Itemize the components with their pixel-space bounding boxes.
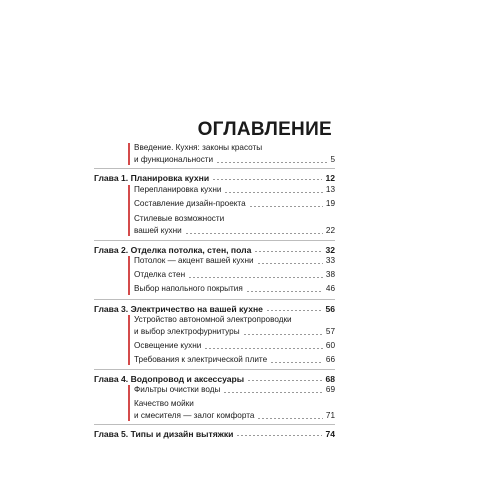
toc-entry[interactable]	[134, 255, 335, 267]
page-title: ОГЛАВЛЕНИЕ	[197, 119, 332, 140]
leader-dots	[185, 233, 323, 234]
entry-title: Перепланировка кухни	[134, 185, 222, 194]
entry-title: и выбор электрофурнитуры	[134, 327, 240, 336]
page-number: 33	[325, 256, 335, 265]
toc-entry[interactable]	[134, 384, 335, 396]
entry-title: Требования к электрической плите	[134, 355, 268, 364]
chapter-5	[94, 424, 335, 439]
leader-dots	[266, 310, 322, 311]
accent-bar	[128, 185, 130, 236]
toc-entry[interactable]	[134, 198, 335, 210]
leader-dots	[224, 192, 322, 193]
chapter-heading[interactable]	[94, 369, 335, 384]
page-number: 12	[325, 173, 335, 183]
entry-title: Отделка стен	[134, 270, 186, 279]
toc-entry[interactable]	[134, 269, 335, 281]
toc-entry[interactable]	[134, 340, 335, 352]
page-number: 68	[325, 374, 335, 384]
entry-title: Составление дизайн-проекта	[134, 199, 246, 208]
toc-entry[interactable]	[134, 314, 335, 338]
page-number: 13	[325, 185, 335, 194]
accent-bar	[128, 143, 130, 165]
leader-dots	[216, 162, 327, 163]
toc-entry[interactable]	[134, 184, 335, 196]
page-number: 60	[325, 341, 335, 350]
intro-line-1: Введение. Кухня: законы красоты	[134, 143, 263, 152]
page-number: 5	[330, 155, 335, 164]
page-number: 71	[325, 411, 335, 420]
toc-entry[interactable]	[134, 354, 335, 366]
page-number: 22	[325, 226, 335, 235]
entry-title: и смесителя — залог комфорта	[134, 411, 255, 420]
leader-dots	[223, 392, 322, 393]
entry-title: Качество мойки	[134, 399, 194, 408]
leader-dots	[270, 362, 323, 363]
chapter-1	[94, 168, 335, 183]
leader-dots	[243, 334, 323, 335]
accent-bar	[128, 385, 130, 421]
page-number: 74	[325, 429, 335, 439]
page-number: 66	[325, 355, 335, 364]
entry-title: Освещение кухни	[134, 341, 202, 350]
page-number: 19	[325, 199, 335, 208]
intro-line-2: и функциональности	[134, 155, 214, 164]
leader-dots	[246, 291, 323, 292]
toc-entry[interactable]	[134, 398, 335, 422]
entry-title: Выбор напольного покрытия	[134, 284, 243, 293]
leader-dots	[257, 418, 322, 419]
chapter-heading[interactable]	[94, 299, 335, 314]
leader-dots	[236, 435, 322, 436]
toc-entry[interactable]	[134, 283, 335, 295]
leader-dots	[188, 277, 323, 278]
accent-bar	[128, 256, 130, 295]
entry-title: вашей кухни	[134, 226, 182, 235]
leader-dots	[204, 348, 323, 349]
leader-dots	[254, 251, 322, 252]
entry-title: Фильтры очистки воды	[134, 385, 221, 394]
chapter-3	[94, 299, 335, 314]
toc-entry[interactable]	[134, 213, 335, 237]
leader-dots	[257, 263, 323, 264]
chapter-title: Глава 5. Типы и дизайн вытяжки	[94, 429, 234, 439]
chapter-title: Глава 3. Электричество на вашей кухне	[94, 304, 263, 314]
page-number: 57	[325, 327, 335, 336]
page-number: 56	[325, 304, 335, 314]
chapter-heading[interactable]	[94, 240, 335, 255]
table-of-contents	[94, 0, 335, 500]
leader-dots	[247, 380, 322, 381]
entry-title: Потолок — акцент вашей кухни	[134, 256, 254, 265]
entry-title: Стилевые возможности	[134, 214, 225, 223]
page-number: 69	[325, 385, 335, 394]
chapter-heading[interactable]	[94, 424, 335, 439]
page-number: 38	[325, 270, 335, 279]
entry-title: Устройство автономной электропроводки	[134, 315, 292, 324]
chapter-title: Глава 2. Отделка потолка, стен, пола	[94, 245, 252, 255]
page-number: 32	[325, 245, 335, 255]
chapter-heading[interactable]	[94, 168, 335, 183]
accent-bar	[128, 315, 130, 365]
chapter-title: Глава 1. Планировка кухни	[94, 173, 210, 183]
leader-dots	[212, 179, 322, 180]
page-number: 46	[325, 284, 335, 293]
chapter-2	[94, 240, 335, 255]
chapter-4	[94, 369, 335, 384]
chapter-title: Глава 4. Водопровод и аксессуары	[94, 374, 245, 384]
leader-dots	[249, 206, 323, 207]
